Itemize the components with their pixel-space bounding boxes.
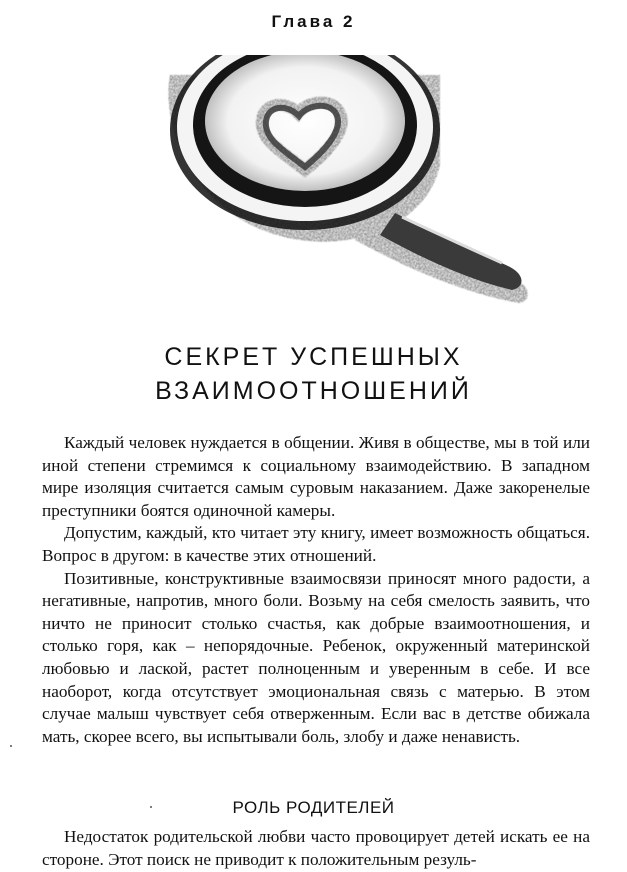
paragraph: Каждый человек нуждается в общении. Живя в обществе, мы в той или иной степени стремимся к социальному взаимодействию. В западном мире изоляция считается самым суровым наказанием. Даже закоренелые преступники боятся одиночной камеры.: [42, 433, 590, 520]
paragraph: Недостаток родительской любви часто провоцирует детей искать ее на стороне. Этот поиск не приводит к положительным резуль-: [42, 827, 590, 869]
paragraph: Позитивные, конструктивные взаимосвязи приносят много радости, а негативные, напротив, много боли. Возьму на себя смелость заявить, что ничто не приносит столько счастья, как добрые взаимоотношения, и столько горя, как – непорядочные. Ребенок, окруженный материнской любовью и лаской, растет полноценным и уверенным в себе. И все наоборот, когда отсутствует эмоциональная связь с матерью. В этом случае малыш чувствует себя отверженным. Если вас в детстве обижала мать, скорее всего, вы испытывали боль, злобу и даже ненависть.: [42, 568, 590, 746]
chapter-heading: Глава 2: [271, 12, 356, 31]
print-speck: [10, 745, 12, 747]
print-speck: [150, 806, 152, 808]
title-line-2: ВЗАИМООТНОШЕНИЙ: [155, 377, 472, 405]
coffee-cup-heart-latte-icon: [140, 55, 540, 305]
page-title: [0, 340, 627, 408]
section-text: [42, 826, 590, 871]
paragraph: Допустим, каждый, кто читает эту книгу, имеет возможность общаться. Вопрос в другом: в качестве этих отношений.: [42, 523, 590, 565]
section-heading: РОЛЬ РОДИТЕЛЕЙ: [232, 798, 395, 817]
main-text: [42, 432, 590, 748]
title-line-1: СЕКРЕТ УСПЕШНЫХ: [164, 343, 463, 371]
